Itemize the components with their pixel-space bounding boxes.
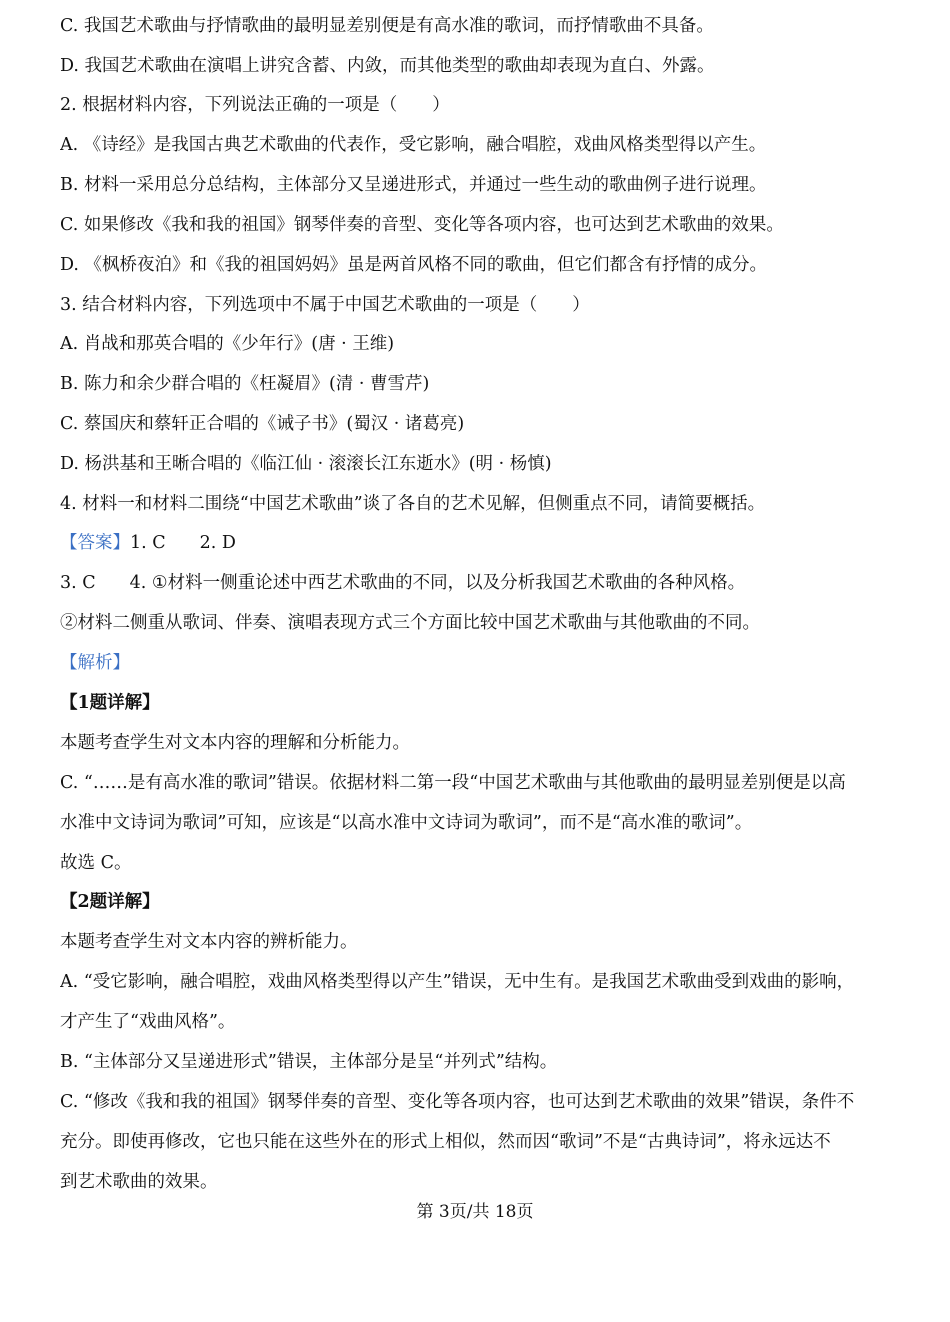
answer-4: 4. ①材料一侧重论述中西艺术歌曲的不同，以及分析我国艺术歌曲的各种风格。 xyxy=(129,573,746,593)
question-4: 4. 材料一和材料二围绕“中国艺术歌曲”谈了各自的艺术见解，但侧重点不同，请简要概括。 xyxy=(60,494,766,514)
q2-detail-p2b: 才产生了“戏曲风格”。 xyxy=(60,1012,236,1032)
answer-line-2 xyxy=(60,570,895,596)
answer-1: 1. C xyxy=(130,533,166,553)
analysis-tag: 【解析】 xyxy=(60,653,130,673)
page-number: 第 3页/共 18页 xyxy=(416,1202,534,1222)
q2-detail-p4c: 到艺术歌曲的效果。 xyxy=(60,1172,218,1192)
option-d-q3: D. 杨洪基和王晰合唱的《临江仙 · 滚滚长江东逝水》(明 · 杨慎) xyxy=(60,454,552,474)
answer-3: 3. C xyxy=(60,573,96,593)
answer-tag: 【答案】 xyxy=(60,533,130,553)
option-d-q2: D. 《枫桥夜泊》和《我的祖国妈妈》虽是两首风格不同的歌曲，但它们都含有抒情的成分。 xyxy=(60,255,768,275)
q2-detail-p4a: C. “修改《我和我的祖国》钢琴伴奏的音型、变化等各项内容，也可达到艺术歌曲的效果”错误，条件不 xyxy=(60,1092,855,1112)
q1-detail-p2b: 水准中文诗词为歌词”可知，应该是“以高水准中文诗词为歌词”，而不是“高水准的歌词”。 xyxy=(60,813,753,833)
q1-detail-p3: 故选 C。 xyxy=(60,853,132,873)
answer-4-part-2: ②材料二侧重从歌词、伴奏、演唱表现方式三个方面比较中国艺术歌曲与其他歌曲的不同。 xyxy=(60,613,760,633)
q1-detail-title: 【1题详解】 xyxy=(60,693,160,713)
option-c-q3: C. 蔡国庆和蔡轩正合唱的《诫子书》(蜀汉 · 诸葛亮) xyxy=(60,414,465,434)
q2-detail-p4b: 充分。即使再修改，它也只能在这些外在的形式上相似，然而因“歌词”不是“古典诗词”，将永远达不 xyxy=(60,1132,831,1152)
q1-detail-p1: 本题考查学生对文本内容的理解和分析能力。 xyxy=(60,733,410,753)
answer-line xyxy=(60,530,895,556)
option-c-q2: C. 如果修改《我和我的祖国》钢琴伴奏的音型、变化等各项内容，也可达到艺术歌曲的效果。 xyxy=(60,215,784,235)
answer-2: 2. D xyxy=(199,533,236,553)
q2-detail-title: 【2题详解】 xyxy=(60,892,160,912)
option-b-q2: B. 材料一采用总分总结构，主体部分又呈递进形式，并通过一些生动的歌曲例子进行说理。 xyxy=(60,175,767,195)
question-2: 2. 根据材料内容，下列说法正确的一项是（ ） xyxy=(60,95,450,115)
option-c-q1: C. 我国艺术歌曲与抒情歌曲的最明显差别便是有高水准的歌词，而抒情歌曲不具备。 xyxy=(60,16,714,36)
option-a-q3: A. 肖战和那英合唱的《少年行》(唐 · 王维) xyxy=(60,334,395,354)
q2-detail-p3: B. “主体部分又呈递进形式”错误，主体部分是呈“并列式”结构。 xyxy=(60,1052,558,1072)
question-3: 3. 结合材料内容，下列选项中不属于中国艺术歌曲的一项是（ ） xyxy=(60,295,590,315)
q1-detail-p2a: C. “……是有高水准的歌词”错误。依据材料二第一段“中国艺术歌曲与其他歌曲的最明显差别便是以高 xyxy=(60,773,846,793)
option-a-q2: A. 《诗经》是我国古典艺术歌曲的代表作，受它影响，融合唱腔，戏曲风格类型得以产生。 xyxy=(60,135,767,155)
q2-detail-p2a: A. “受它影响，融合唱腔，戏曲风格类型得以产生”错误，无中生有。是我国艺术歌曲受到戏曲的影响， xyxy=(60,972,855,992)
q2-detail-p1: 本题考查学生对文本内容的辨析能力。 xyxy=(60,932,358,952)
option-b-q3: B. 陈力和余少群合唱的《枉凝眉》(清 · 曹雪芹) xyxy=(60,374,430,394)
option-d-q1: D. 我国艺术歌曲在演唱上讲究含蓄、内敛，而其他类型的歌曲却表现为直白、外露。 xyxy=(60,56,715,76)
